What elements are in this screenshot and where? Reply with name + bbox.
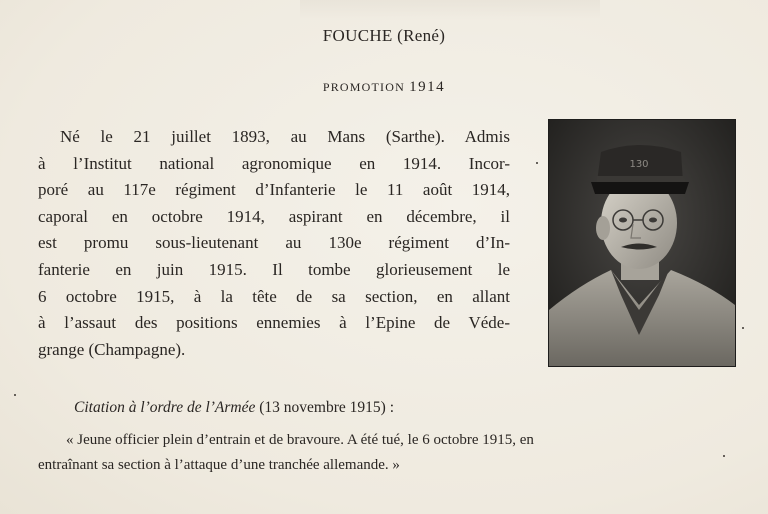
- bio-line: Né le 21 juillet 1893, au Mans (Sarthe). Admis: [60, 127, 510, 146]
- bleed-through-shadow: [300, 0, 600, 20]
- bio-line: caporal en octobre 1914, aspirant en décembre, il: [38, 206, 510, 226]
- citation-quote: [38, 428, 738, 478]
- promotion-heading: [0, 79, 768, 96]
- quote-line: entraînant sa section à l’attaque d’une tranchée allemande. »: [38, 457, 400, 473]
- bio-line: grange (Champagne).: [38, 339, 186, 359]
- promotion-label: PROMOTION: [322, 80, 405, 94]
- portrait-photo: [548, 119, 736, 367]
- bio-line: poré au 117e régiment d’Infanterie le 11 août 1914,: [38, 180, 510, 200]
- quote-line: « Jeune officier plein d’entrain et de bravoure. A été tué, le 6 octobre 1915, en: [66, 432, 534, 448]
- bio-line: fanterie en juin 1915. Il tombe glorieusement le: [38, 259, 510, 279]
- bio-line: est promu sous-lieutenant au 130e régiment d’In-: [38, 233, 510, 253]
- paper-speck: [14, 394, 16, 396]
- citation-colon: :: [389, 399, 395, 416]
- bio-line: 6 octobre 1915, à la tête de sa section, en allant: [38, 286, 510, 306]
- page-title: FOUCHE (René): [322, 26, 446, 45]
- paper-speck: [536, 162, 538, 164]
- bio-line: à l’Institut national agronomique en 1914. Incor-: [38, 153, 510, 173]
- citation-title: Citation à l’ordre de l’Armée: [74, 399, 256, 416]
- citation-heading: [74, 399, 394, 417]
- citation-date: (13 novembre 1915): [259, 399, 386, 416]
- biography-paragraph: [38, 124, 510, 363]
- promotion-year: 1914: [409, 79, 446, 95]
- soldier-portrait-image: [549, 120, 735, 366]
- cap-number: 130: [629, 159, 649, 170]
- bio-line: à l’assaut des positions ennemies à l’Epine de Véde-: [38, 313, 510, 333]
- paper-speck: [723, 455, 725, 457]
- paper-speck: [742, 327, 744, 329]
